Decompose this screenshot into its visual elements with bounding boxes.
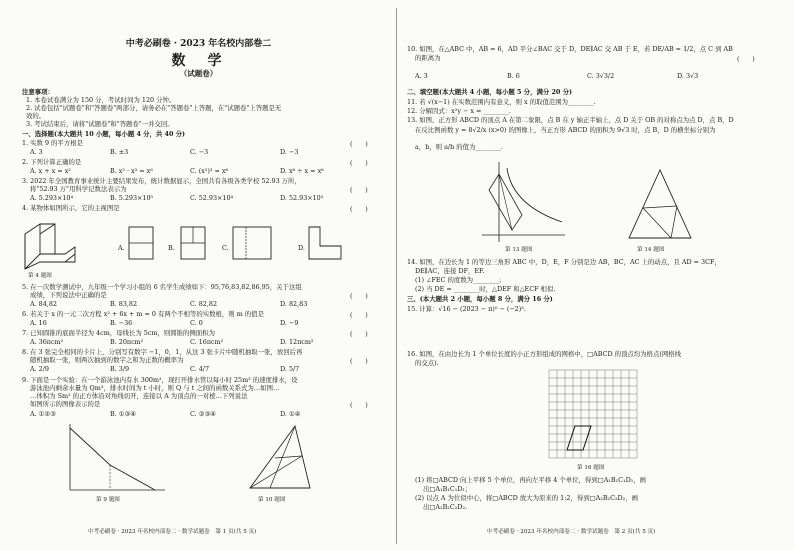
option: C. ②③④ (190, 410, 216, 418)
option: B. ±3 (110, 148, 129, 156)
question-stem: 9. 下面是一个实验：在一个游泳池内有水 300m³，现打开排水管以每小时 25m³ 的速度排水，设 (22, 376, 298, 384)
option: D. 5/7 (280, 365, 300, 373)
option: B. (168, 244, 175, 252)
option: A. 84,82 (30, 300, 57, 308)
option: D. −3 (280, 148, 299, 156)
option: D. x⁶ ÷ x = x⁶ (280, 167, 324, 175)
option: D. ①④ (280, 410, 301, 418)
option: A. 3 (30, 148, 43, 156)
q4-option-d-figure (308, 226, 342, 260)
option: C. 52.93×10⁴ (190, 194, 234, 202)
fig14-triangle (625, 168, 695, 242)
paper-type: （试题卷） (179, 69, 218, 78)
question-stem-cont: …体积为 Sm² 的正方体沿对角线切开，连接以 A 为顶点的一对棱…下列说法 (30, 392, 248, 400)
option: D. 3√3 (677, 72, 699, 80)
note-line: 3. 考试结束后，请将"试题卷"和"答题卷"一并交回。 (26, 120, 174, 128)
question-stem: 12. 分解因式：x²y − x = ________. (407, 107, 511, 115)
question-stem-cont: 在反比例函数 y = 8√2/x (x>0) 的图像上，当正方形 ABCD 的面积为 9√3 时，点 B，D 的横坐标分别为 (415, 126, 716, 134)
fig13-graph (477, 160, 567, 244)
question-stem-cont: 随机抽取一张，则两次抽到的数字之和为正数的概率为 (30, 356, 184, 364)
question-stem: 13. 如图，正方形 ABCD 的顶点 A 在第二象限，点 B 在 y 轴正半轴上，点 D 关于 OB 的对称点为点 D，点 B，D (407, 116, 734, 124)
option: C. 16πcm² (190, 338, 224, 346)
q4-option-c-figure (232, 226, 272, 260)
option: D. (298, 244, 305, 252)
section1-heading: 一、选择题(本大题共 10 小题，每小题 4 分，共 40 分) (22, 130, 186, 138)
option: B. 20πcm² (110, 338, 144, 346)
question-stem-cont: 出□A₁B₁C₁D₁； (423, 485, 472, 493)
note-line: 2. 试卷包括"试题卷"和"答题卷"两部分，请务必在"答题卷"上答题，在"试题卷"上答题是无 (26, 104, 282, 112)
option: A. x + x = x² (30, 167, 71, 175)
note-line: 1. 本卷试卷满分为 150 分，考试时间为 120 分钟。 (26, 96, 176, 104)
notes-heading: 注意事项： (22, 88, 54, 96)
option: C. 0 (190, 319, 203, 327)
option: A. 36πcm² (30, 338, 64, 346)
option: B. x² · x³ = x⁶ (110, 167, 153, 175)
fig16-grid (549, 370, 637, 462)
footer-right: 中考必刷卷 · 2023 年名校内部卷二 · 数学试题卷 第 2 页(共 5 页) (487, 529, 656, 535)
fig10-caption: 第 10 题图 (258, 497, 286, 503)
question-stem-cont: DE∥AC，连接 DF，EF. (415, 267, 485, 275)
question-stem: 5. 在一次数学测试中，九年级一个学习小组的 6 名学生成绩如下：95,76,83,82,86,95，关于这组 (22, 283, 302, 291)
option: D. 52.93×10⁵ (280, 194, 324, 202)
question-stem: 6. 若关于 x 的一元二次方程 x² + 6x + m = 0 有两个不相等的实数根，则 m 的值是 (22, 310, 264, 318)
option: B. −36 (110, 319, 133, 327)
subject-title: 数 学 (171, 53, 226, 69)
question-stem: 14. 如图，在边长为 1 的等边三角形 ABC 中，D，E，F 分别是边 AB，BC，AC 上的动点，且 AD = 3CF， (407, 258, 721, 266)
option: B. 3/9 (110, 365, 130, 373)
option: C. 4/7 (190, 365, 210, 373)
option: C. (x²)³ = x⁶ (190, 167, 229, 175)
option: A. 16 (30, 319, 47, 327)
option: A. (118, 244, 125, 252)
question-stem: 4. 某物体如图所示，它的主视图是 (22, 204, 120, 212)
option: C. (222, 244, 229, 252)
question-stem: 3. 2022 年全国教育事业统计主要结果发布，统计数据显示，全国共有各级各类学校 52.93 万所， (22, 177, 301, 185)
option: B. 83,82 (110, 300, 138, 308)
option: D. 82,83 (280, 300, 308, 308)
question-stem: 1. 实数 9 的平方根是 (22, 139, 83, 147)
question-stem-cont: a，b，则 a/b 的值为________. (415, 143, 503, 151)
question-stem-cont: 将"52.93 万"用科学记数法表示为 (30, 185, 127, 193)
fig13-caption: 第 13 题图 (505, 247, 533, 253)
section3-heading: 三、(本大题共 2 小题，每小题 8 分，满分 16 分) (407, 295, 553, 303)
option: D. −9 (280, 319, 299, 327)
question-stem: 2. 下列计算正确的是 (22, 158, 82, 166)
fig10-triangle (240, 418, 320, 493)
question-stem: 8. 在 3 张完全相同的卡片上，分别写有数字 −1，0，1，从这 3 张卡片中随机抽取一张，放回后再 (22, 348, 303, 356)
option: C. 82,82 (190, 300, 218, 308)
fig4-caption: 第 4 题图 (28, 273, 52, 279)
note-line: 效的。 (26, 112, 46, 120)
section2-heading: 二、填空题(本大题共 4 小题，每小题 5 分，满分 20 分) (407, 88, 572, 96)
left-column: 中考必刷卷 · 2023 年名校内部卷二 数 学 （试题卷） 注意事项： 1. 本卷试卷满分为 150 分，考试时间为 120 分钟。 2. 试卷包括"试题卷"和"答题卷"两部分，请务必在"答题卷"上答题，在"试题卷"上答题是无 效的。 3. 考试结束后，请将"试题卷"和"答题卷"一并交回。 一、选择题(本大题共 10 小题，每小题 4 分，共 40 分) 1. 实数 9 的平方根是 ( ) A. 3 B. ±3 C. −3 D. −3 2. 下列计算正确的是 ( ) A. x + x = x² B. x² · x³ = x⁶ C. (x²)³ = x⁶ D. x⁶ ÷ x = x⁶ 3. 2022 年全国教育事业统计主要结果发布，统计数据显示，全国共有各级各类学校 52.93 万所， 将"52.93 万"用科学记数法表示为 ( ) A. 5.293×10⁴ B. 5.293×10⁵ C. 52.93×10⁴ D. 52.93×10⁵ 4. 某物体如图所示，它的主视图是 ( ) 第 4 题图 A. B. C. D. 5. 在一次数学测试中，九年级一个学习小组的 6 名学生成绩如下：95,76,83,82,86,95，关于这组 成绩，下列说法中正确的是 ( ) A. 84,82 B. 83,82 C. 82,82 D. 82,83 6. 若关于 x 的一元二次方程 x² + 6x + m = 0 有两个不相等的实数根，则 m 的值是 ( ) A. 16 B. −36 C. 0 D. −9 7. 已知圆锥的底面半径为 4cm，母线长为 5cm，则圆锥的侧面积为 ( ) A. 36πcm² B. 20πcm² C. 16πcm² D. 12πcm² 8. 在 3 张完全相同的卡片上，分别写有数字 −1，0，1，从这 3 张卡片中随机抽取一张，放回后再 随机抽取一张，则两次抽到的数字之和为正数的概率为 ( ) A. 2/9 B. 3/9 C. 4/7 D. 5/7 9. 下面是一个实验：在一个游泳池内有水 300m³，现打开排水管以每小时 25m³ 的速度排水，设 游泳池内剩余水量为 Qm³，排水时间为 t 小时，则 Q 与 t 之间的函数关系式为…如图… …体积为 Sm² 的正方体沿对角线切开，连接以 A 为顶点的一对棱…下列说法 如图所示的图像表示的是 ( ) A. ①②③ B. ①③④ C. ②③④ D. ①④ 第 9 题图 第 10 题图 中考必刷卷 · 2023 年名校内部卷二 · 数学试题卷 第 1 页(共 5 页) (0, 0, 397, 550)
fig16-caption: 第 16 题图 (577, 465, 605, 471)
fig9-caption: 第 9 题图 (96, 497, 120, 503)
question-stem-cont: 游泳池内剩余水量为 Qm³，排水时间为 t 小时，则 Q 与 t 之间的函数关系式为…如图… (30, 384, 280, 392)
series-title: 中考必刷卷 · 2023 年名校内部卷二 (125, 39, 272, 49)
question-stem: 15. 计算：√16 − (2023 − π)⁰ − (−2)³. (407, 305, 526, 313)
q4-option-a-figure (128, 226, 154, 260)
option: A. 5.293×10⁴ (30, 194, 74, 202)
q4-object-figure (20, 214, 90, 274)
question-stem-cont: 如图所示的图像表示的是 (30, 400, 101, 408)
question-stem-cont: 出□A₂B₂C₂D₂. (423, 503, 468, 511)
option: A. 3 (415, 72, 428, 80)
q4-option-b-figure (180, 226, 206, 260)
fig9-graph (60, 420, 170, 495)
question-stem-cont: (2) 当 DE = ________时，△DEF 和△ECF 相似. (415, 285, 556, 293)
fig14-caption: 第 14 题图 (637, 247, 665, 253)
question-stem-cont: 成绩，下列说法中正确的是 (30, 291, 107, 299)
question-stem-cont: 的交点). (415, 359, 439, 367)
question-stem: 11. 若 √(x−1) 在实数范围内有意义，则 x 的取值范围为________. (407, 98, 596, 106)
right-column: 10. 如图，在△ABC 中，AB = 6，AD 平分∠BAC 交于 D，DE∥AC 交 AB 于 E，若 DE/AB = 1/2，点 C 到 AB 的距离为 ( ) A. 3 B. 6 C. 3√3/2 D. 3√3 二、填空题(本大题共 4 小题，每小题 5 分，满分 20 分) 11. 若 √(x−1) 在实数范围内有意义，则 x 的取值范围为________. 12. 分解因式：x²y − x = ________. 13. 如图，正方形 ABCD 的顶点 A 在第二象限，点 B 在 y 轴正半轴上，点 D 关于 OB 的对称点为点 D，点 B，D 在反比例函数 y = 8√2/x (x>0) 的图像上，当正方形 ABCD 的面积为 9√3 时，点 B，D 的横坐标分别为 a，b，则 a/b 的值为________. 第 13 题图 第 14 题图 14. 如图，在边长为 1 的等边三角形 ABC 中，D，E，F 分别是边 AB，BC，AC 上的动点，且 AD = 3CF， DE∥AC，连接 DF，EF. (1) ∠FEC 的度数为________； (2) 当 DE = ________时，△DEF 和△ECF 相似. 三、(本大题共 2 小题，每小题 8 分，满分 16 分) 15. 计算：√16 − (2023 − π)⁰ − (−2)³. 16. 如图，在由边长为 1 个单位长度的小正方形组成的网格中，□ABCD 的顶点均为格点(网格线 的交点). 第 16 题图 (1) 将□ABCD 向上平移 5 个单位，再向左平移 4 个单位，得到□A₁B₁C₁D₁，画 出□A₁B₁C₁D₁； (2) 以点 A 为位似中心，将□ABCD 放大为原来的 1:2，得到□A₂B₂C₂D₂，画 出□A₂B₂C₂D₂. 中考必刷卷 · 2023 年名校内部卷二 · 数学试题卷 第 2 页(共 5 页) (407, 45, 755, 535)
question-stem-cont: 的距离为 (415, 54, 441, 62)
footer-left: 中考必刷卷 · 2023 年名校内部卷二 · 数学试题卷 第 1 页(共 5 页) (88, 529, 257, 535)
option: C. −3 (190, 148, 209, 156)
option: B. 5.293×10⁵ (110, 194, 154, 202)
option: A. ①②③ (30, 410, 56, 418)
question-stem-cont: (2) 以点 A 为位似中心，将□ABCD 放大为原来的 1:2，得到□A₂B₂C₂D₂，画 (415, 494, 639, 502)
question-stem-cont: (1) ∠FEC 的度数为________； (415, 276, 505, 284)
question-stem: 7. 已知圆锥的底面半径为 4cm，母线长为 5cm，则圆锥的侧面积为 (22, 329, 215, 337)
question-stem-cont: (1) 将□ABCD 向上平移 5 个单位，再向左平移 4 个单位，得到□A₁B₁C₁D₁，画 (415, 476, 647, 484)
option: B. 6 (507, 72, 520, 80)
option: B. ①③④ (110, 410, 136, 418)
option: A. 2/9 (30, 365, 49, 373)
question-stem: 16. 如图，在由边长为 1 个单位长度的小正方形组成的网格中，□ABCD 的顶点均为格点(网格线 (407, 350, 681, 358)
option: D. 12πcm² (280, 338, 314, 346)
question-stem: 10. 如图，在△ABC 中，AB = 6，AD 平分∠BAC 交于 D，DE∥AC 交 AB 于 E，若 DE/AB = 1/2，点 C 到 AB (407, 45, 733, 53)
option: C. 3√3/2 (587, 72, 615, 80)
